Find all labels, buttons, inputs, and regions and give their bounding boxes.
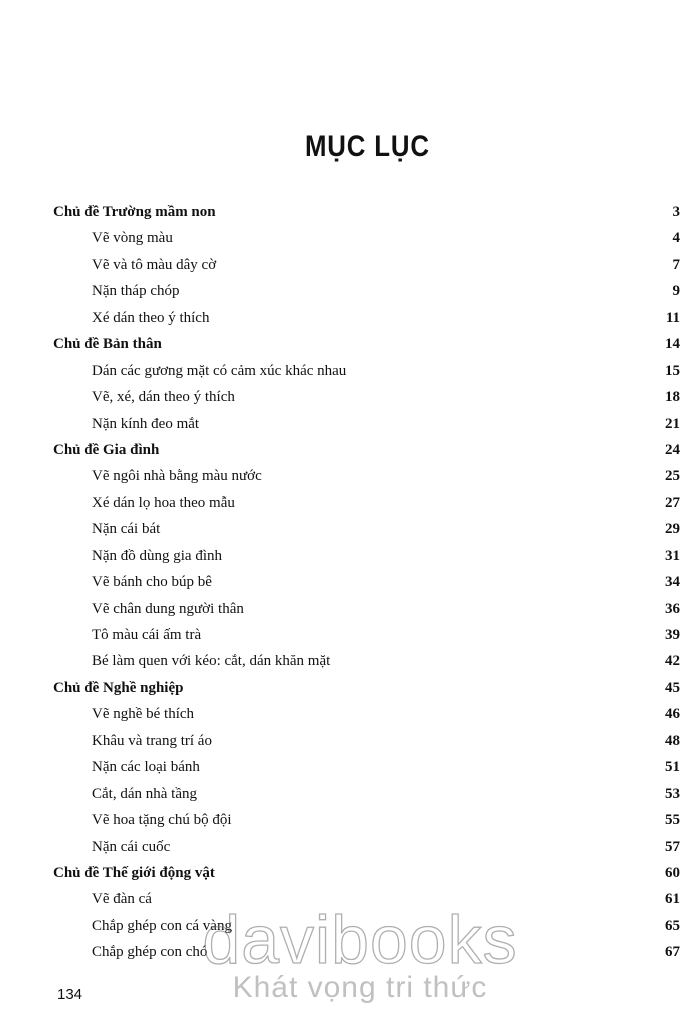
toc-lesson-label: Xé dán theo ý thích: [92, 309, 210, 326]
toc-lesson-label: Khâu và trang trí áo: [92, 732, 212, 749]
toc-lesson-label: Dán các gương mặt có cảm xúc khác nhau: [92, 362, 347, 379]
toc-lesson-row: [0, 622, 700, 648]
toc-topic-row: [0, 331, 700, 357]
toc-topic-row: [0, 675, 700, 701]
toc-page-number: 60: [665, 864, 680, 881]
toc-page-number: 24: [665, 441, 680, 458]
toc-lesson-row: [0, 252, 700, 278]
toc-page-number: 51: [665, 759, 680, 776]
toc-page-number: 31: [665, 547, 680, 564]
toc-page-number: 3: [672, 204, 680, 220]
toc-lesson-label: Vẽ vòng màu: [92, 230, 173, 247]
toc-lesson-label: Nặn các loại bánh: [92, 759, 200, 776]
toc-lesson-label: Nặn tháp chóp: [92, 283, 180, 300]
toc-lesson-label: Vẽ và tô màu dây cờ: [92, 256, 217, 273]
toc-lesson-row: [0, 596, 700, 622]
toc-page-number: 15: [665, 362, 680, 379]
toc-lesson-label: Xé dán lọ hoa theo mẫu: [92, 494, 235, 511]
toc-lesson-label: Nặn cái bát: [92, 521, 161, 538]
toc-topic-row: [0, 199, 700, 225]
toc-page-number: 48: [665, 732, 680, 749]
watermark-slogan: Khát vọng tri thức: [232, 971, 488, 1004]
toc-page-number: 57: [665, 838, 680, 855]
toc-page-number: 67: [665, 944, 680, 961]
toc-page-number: 46: [665, 706, 680, 723]
toc-lesson-label: Nặn kính đeo mắt: [92, 415, 200, 432]
toc-lesson-row: [0, 754, 700, 780]
toc-page-number: 34: [665, 574, 680, 591]
toc-lesson-row: [0, 939, 700, 965]
toc-page-number: 25: [665, 468, 680, 485]
toc-lesson-label: Nặn cái cuốc: [92, 838, 171, 855]
toc-lesson-row: [0, 358, 700, 384]
page-title: MỤC LỤC: [304, 130, 430, 163]
toc-page-number: 36: [665, 600, 680, 617]
toc-lesson-row: [0, 728, 700, 754]
toc-page-number: 29: [665, 521, 680, 538]
toc-lesson-row: [0, 648, 700, 674]
toc-lesson-row: [0, 490, 700, 516]
toc-lesson-row: [0, 225, 700, 251]
toc-page-number: 61: [665, 891, 680, 908]
toc-page-number: 7: [672, 256, 680, 273]
toc-page-number: 4: [672, 230, 680, 247]
toc-lesson-row: [0, 886, 700, 912]
toc-lesson-row: [0, 384, 700, 410]
toc-lesson-label: Vẽ đàn cá: [92, 891, 152, 908]
toc-page-number: 45: [665, 679, 680, 696]
toc-lesson-row: [0, 463, 700, 489]
toc-topic-label: Chủ đề Thế giới động vật: [53, 864, 215, 881]
toc-lesson-row: [0, 516, 700, 542]
toc-page-number: 53: [665, 785, 680, 802]
toc-page-number: 9: [672, 283, 680, 300]
toc-lesson-row: [0, 834, 700, 860]
toc-page-number: 55: [665, 812, 680, 829]
toc-lesson-label: Chắp ghép con chó: [92, 944, 208, 961]
toc-lesson-label: Chắp ghép con cá vàng: [92, 917, 232, 934]
toc-page-number: 21: [665, 415, 680, 432]
toc-lesson-label: Vẽ nghề bé thích: [92, 706, 195, 723]
toc-lesson-label: Nặn đồ dùng gia đình: [92, 547, 222, 564]
toc-page-number: 42: [665, 653, 680, 670]
toc-topic-label: Chủ đề Nghề nghiệp: [53, 679, 184, 696]
toc-lesson-row: [0, 807, 700, 833]
toc-lesson-row: [0, 913, 700, 939]
toc-lesson-label: Vẽ bánh cho búp bê: [92, 574, 212, 591]
toc-lesson-row: [0, 278, 700, 304]
table-of-contents: [0, 199, 700, 966]
watermark-brand: davibooks: [202, 902, 518, 978]
toc-topic-row: [0, 860, 700, 886]
toc-lesson-label: Vẽ chân dung người thân: [92, 600, 244, 617]
toc-topic-label: Chủ đề Bản thân: [53, 336, 162, 353]
toc-page-number: 65: [665, 917, 680, 934]
toc-lesson-label: Vẽ, xé, dán theo ý thích: [92, 389, 235, 406]
toc-page-number: 18: [665, 389, 680, 406]
toc-page-number: 39: [665, 627, 680, 643]
toc-topic-label: Chủ đề Trường mầm non: [53, 204, 216, 220]
toc-lesson-row: [0, 411, 700, 437]
toc-lesson-row: [0, 569, 700, 595]
toc-lesson-label: Cắt, dán nhà tầng: [92, 785, 197, 802]
toc-topic-row: [0, 437, 700, 463]
toc-lesson-label: Bé làm quen với kéo: cắt, dán khăn mặt: [92, 653, 331, 670]
toc-topic-label: Chủ đề Gia đình: [53, 441, 160, 458]
toc-lesson-label: Vẽ hoa tặng chú bộ đội: [92, 812, 232, 829]
toc-lesson-row: [0, 781, 700, 807]
toc-page-number: 14: [665, 336, 680, 353]
toc-lesson-row: [0, 701, 700, 727]
toc-lesson-row: [0, 543, 700, 569]
toc-page-number: 27: [665, 494, 680, 511]
page-number: 134: [57, 986, 83, 1003]
toc-lesson-row: [0, 305, 700, 331]
toc-page-number: 11: [665, 309, 680, 326]
toc-lesson-label: Vẽ ngôi nhà bằng màu nước: [92, 468, 262, 485]
toc-lesson-label: Tô màu cái ấm trà: [92, 627, 202, 643]
